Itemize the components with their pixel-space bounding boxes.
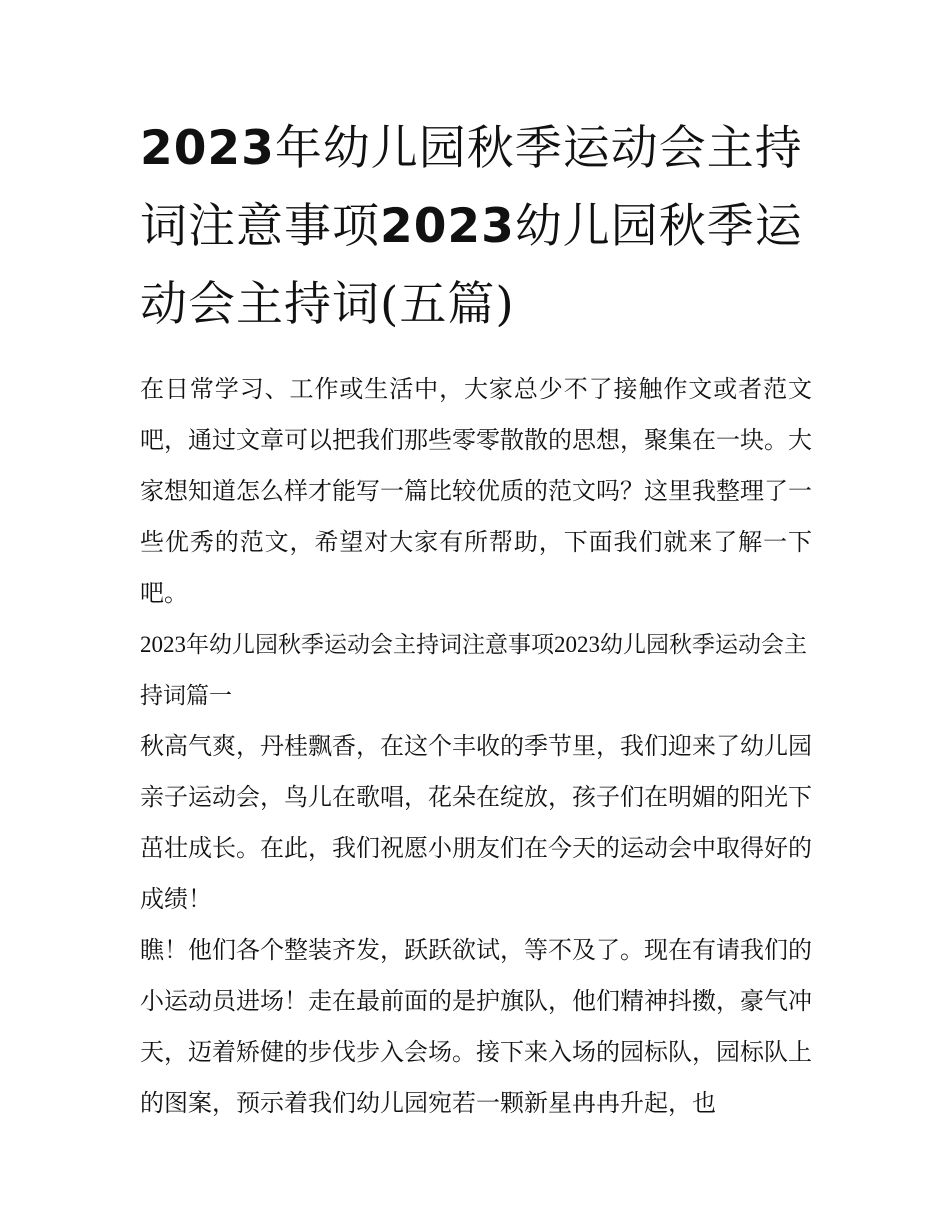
document-page [140,110,812,1129]
body-paragraph-2: 瞧！他们各个整装齐发，跃跃欲试，等不及了。现在有请我们的小运动员进场！走在最前面的是护旗队，他们精神抖擞，豪气冲天，迈着矫健的步伐步入会场。接下来入场的园标队，园标队上的图案，预示着我们幼儿园宛若一颗新星冉冉升起，也 [140,936,812,1117]
title-year-2: 2023 [380,199,515,254]
section-heading: 2023年幼儿园秋季运动会主持词注意事项2023幼儿园秋季运动会主持词篇一 [140,632,807,708]
title-text-1: 年幼儿园秋季运动会主持词注意事项 [140,121,803,254]
title-text-2: 幼儿园秋季运动会主持词(五篇) [140,199,803,332]
title-year-1: 2023 [140,121,275,176]
body-paragraph-1: 秋高气爽，丹桂飘香，在这个丰收的季节里，我们迎来了幼儿园亲子运动会，鸟儿在歌唱，花朵在绽放，孩子们在明媚的阳光下茁壮成长。在此，我们祝愿小朋友们在今天的运动会中取得好的成绩！ [140,732,812,913]
document-title [140,110,812,344]
intro-paragraph: 在日常学习、工作或生活中，大家总少不了接触作文或者范文吧，通过文章可以把我们那些零零散散的思想，聚集在一块。大家想知道怎么样才能写一篇比较优质的范文吗？这里我整理了一些优秀的范文，希望对大家有所帮助，下面我们就来了解一下吧。 [140,375,812,607]
